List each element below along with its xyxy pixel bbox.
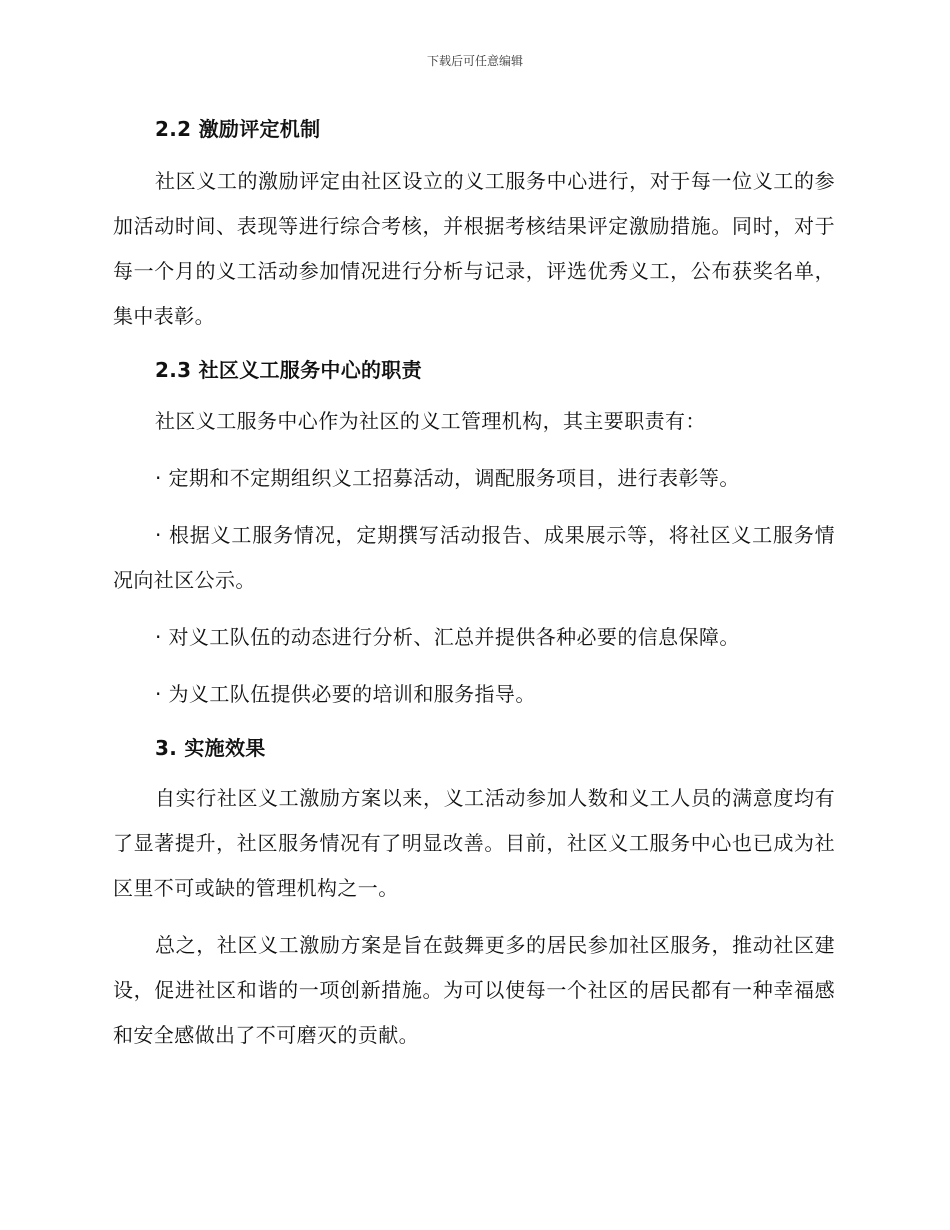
section-heading-2-2: 2.2 激励评定机制 <box>155 117 321 141</box>
document-body <box>113 112 835 1058</box>
section-3-paragraph: 总之，社区义工激励方案是旨在鼓舞更多的居民参加社区服务，推动社区建设，促进社区和谐的一项创新措施。为可以使每一个社区的居民都有一种幸福感和安全感做出了不可磨灭的贡献。 <box>113 933 835 1047</box>
section-2-3-intro: 社区义工服务中心作为社区的义工管理机构，其主要职责有： <box>155 409 706 433</box>
duty-item: · 根据义工服务情况，定期撰写活动报告、成果展示等，将社区义工服务情况向社区公示。 <box>113 523 835 592</box>
section-3-paragraph: 自实行社区义工激励方案以来，义工活动参加人数和义工人员的满意度均有了显著提升，社区服务情况有了明显改善。目前，社区义工服务中心也已成为社区里不可或缺的管理机构之一。 <box>113 786 835 900</box>
duty-item: · 为义工队伍提供必要的培训和服务指导。 <box>155 682 536 706</box>
section-heading-3: 3. 实施效果 <box>155 736 266 760</box>
page-header: 下载后可任意编辑 <box>426 54 523 68</box>
duty-item: · 定期和不定期组织义工招募活动，调配服务项目，进行表彰等。 <box>155 466 740 490</box>
duty-item: · 对义工队伍的动态进行分析、汇总并提供各种必要的信息保障。 <box>155 625 740 649</box>
section-heading-2-3: 2.3 社区义工服务中心的职责 <box>155 358 422 382</box>
section-2-2-paragraph: 社区义工的激励评定由社区设立的义工服务中心进行，对于每一位义工的参加活动时间、表现等进行综合考核，并根据考核结果评定激励措施。同时，对于每一个月的义工活动参加情况进行分析与记录，评选优秀义工，公布获奖名单，集中表彰。 <box>113 169 835 328</box>
